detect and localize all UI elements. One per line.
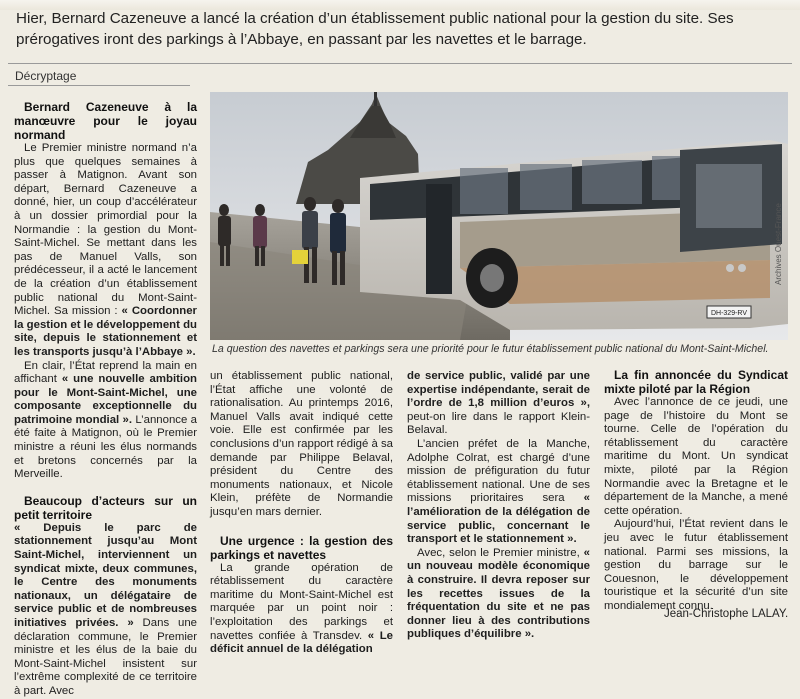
subhead-cazeneuve: Bernard Cazeneuve à la manœuvre pour le joyau normand bbox=[14, 100, 197, 142]
col2-paragraph-2 bbox=[210, 562, 393, 657]
col1-p3-text: Dans une déclaration commune, le Premier ministre et les élus de la baie du Mont-Saint-Michel insistent sur l’extrême complexité de ce territoire à part. Avec bbox=[14, 617, 198, 697]
subhead-urgence: Une urgence : la gestion des parkings et navettes bbox=[210, 533, 393, 562]
section-tag: Décryptage bbox=[15, 69, 77, 83]
col1-p2-quote: « une nouvelle ambition pour le Mont-Saint-Michel, une composante exceptionnelle du patrimoine mondial ». bbox=[14, 373, 198, 426]
col3-p1-text: peut-on lire dans le rapport Klein-Belaval. bbox=[407, 410, 590, 437]
subhead-syndicat: La fin annoncée du Syndicat mixte piloté par la Région bbox=[604, 368, 788, 396]
col1-p1-quote: « Coordonner la gestion et le développement du site, depuis le stationnement et les transports jusqu’à l’Abbaye ». bbox=[14, 305, 197, 358]
column-3 bbox=[407, 370, 590, 642]
col3-p3-quote: « un nouveau modèle économique à construire. Il devra reposer sur les recettes issues de la fréquentation du site et ne pas donner lieu à des contributions publiques d’équilibre ». bbox=[407, 546, 590, 641]
col1-paragraph-3 bbox=[14, 522, 197, 699]
col1-p1-text: Le Premier ministre normand n’a plus que quelques semaines à passer à Matignon. Avant son départ, Bernard Cazeneuve a donné, hier, un coup d’accélérateur à un dossier primordial pour la Normandie : la gestion du Mont-Saint-Michel. Se mettant dans les pas de Manuel Valls, son prédécesseur, il a acté le lancement de la création d’un établissement public national du Mont-Saint-Michel. Sa mission : bbox=[14, 142, 197, 318]
article-photo bbox=[210, 92, 788, 340]
col3-paragraph-2 bbox=[407, 438, 590, 547]
col1-p2-text-end: L’annonce a été faite à Matignon, où le Premier ministre a réuni les élus normands et bretons concernés par la Merveille. bbox=[14, 413, 197, 481]
photo-credit: Archives Ouest-France bbox=[774, 203, 783, 285]
mont-saint-michel-bus-illustration bbox=[210, 92, 788, 340]
col3-p1-quote: de service public, validé par une expertise indépendante, serait de l’ordre de 1,8 million d’euros », bbox=[407, 370, 590, 410]
col4-paragraph-2: Aujourd’hui, l’État revient dans le jeu avec le futur établissement national. Parmi ses missions, la gestion du barrage sur le Couesnon, le développement touristique et la sécurité d’un site mondialement connu. bbox=[604, 518, 788, 612]
col4-paragraph-1: Avec l’annonce de ce jeudi, une page de l’histoire du Mont se tourne. Celle de l’opération du rétablissement du caractère maritime du Mont. Un syndicat mixte, piloté par la Région Normandie avec la Bretagne et le département de la Manche, a mené cette opération. bbox=[604, 396, 788, 517]
col3-paragraph-1 bbox=[407, 370, 590, 438]
photo-caption: La question des navettes et parkings sera une priorité pour le futur établissement public national du Mont-Saint-Michel. bbox=[212, 343, 769, 355]
col2-p2-quote: « Le déficit annuel de la délégation bbox=[210, 629, 394, 656]
col3-p2-text: L’ancien préfet de la Manche, Adolphe Colrat, est chargé d’une mission de préfiguration du futur établissement national. Une de ses missions prioritaires sera bbox=[407, 437, 590, 505]
author-signature: Jean-Christophe LALAY. bbox=[664, 608, 789, 620]
col1-p3-quote: « Depuis le parc de stationnement jusqu’au Mont Saint-Michel, interviennent un syndicat mixte, deux communes, le Centre des monuments nationaux, un délégataire de service public et de nombreuses initiatives privées. » bbox=[14, 521, 197, 629]
col3-paragraph-3 bbox=[407, 547, 590, 642]
article-intro: Hier, Bernard Cazeneuve a lancé la création d’un établissement public national pour la gestion du site. Ses prérogatives iront des parkings à l’Abbaye, en passant par les navettes et le barrage. bbox=[16, 10, 734, 48]
column-4 bbox=[604, 368, 788, 614]
section-divider bbox=[8, 85, 190, 86]
col2-p2-text: La grande opération de rétablissement du caractère maritime du Mont-Saint-Michel est marquée par un point noir : l’exploitation des parkings et navettes confiée à Transdev. bbox=[210, 561, 393, 642]
col1-paragraph-1 bbox=[14, 142, 197, 360]
subhead-acteurs: Beaucoup d’acteurs sur un petit territoire bbox=[14, 493, 197, 522]
col3-p3-text: Avec, selon le Premier ministre, bbox=[417, 546, 580, 559]
intro-divider bbox=[8, 63, 792, 64]
bus-license-plate: DH-329-RV bbox=[710, 310, 748, 317]
col3-p2-quote: « l’amélioration de la délégation de service public, concernant le transport et le stationnement ». bbox=[407, 492, 591, 546]
col1-paragraph-2 bbox=[14, 360, 197, 482]
col1-p2-text: En clair, l’État reprend la main en affichant bbox=[14, 359, 197, 386]
col2-paragraph-1: un établissement public national, l’État affiche une volonté de rationalisation. Au printemps 2016, Manuel Valls avait indiqué cette voie. Elle est confirmée par les conclusions d’un rapport rédigé à sa demande par Philippe Belaval, président du Centre des monuments nationaux, et Nicole Klein, préfète de Normandie jusqu’en mars dernier. bbox=[210, 370, 393, 518]
column-2 bbox=[210, 370, 393, 657]
column-1 bbox=[14, 100, 197, 699]
